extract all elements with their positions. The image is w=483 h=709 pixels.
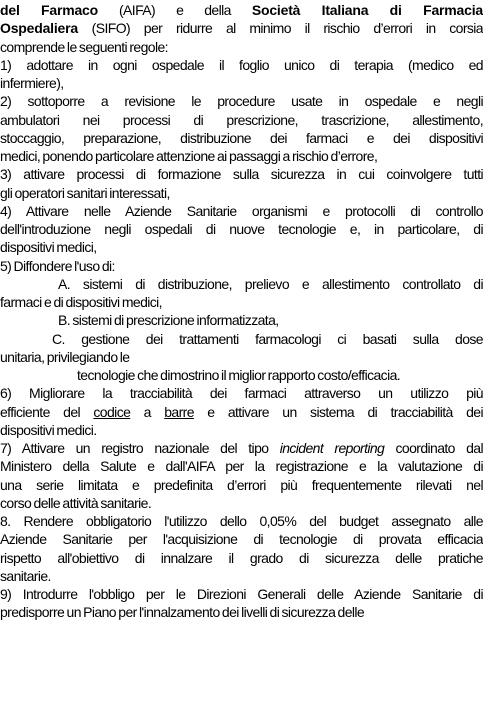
text-line <box>0 147 483 165</box>
text-run: gli operatori sanitari interessati, <box>0 184 170 201</box>
text-line <box>0 585 483 603</box>
text-run: dispositivi medici, <box>0 239 97 256</box>
text-run: A. sistemi di distribuzione, prelievo e allestimento controllato di <box>58 275 483 292</box>
text-run: 9) Introdurre l'obbligo per le Direzioni Generali delle Aziende Sanitarie di <box>0 586 483 602</box>
text-run: 3) attivare processi di formazione sulla sicurezza in cui coinvolgere tutti <box>0 166 483 183</box>
text-line <box>0 129 483 147</box>
text-line <box>0 220 483 238</box>
text-run: efficiente del <box>0 403 94 420</box>
text-run: medici, ponendo particolare attenzione ai passaggi a rischio d’errore, <box>0 148 378 164</box>
text-line <box>0 603 483 621</box>
text-line <box>0 439 483 457</box>
text-line <box>0 1 483 19</box>
text-run: 7) Attivare un registro nazionale del tipo <box>0 440 280 456</box>
text-line <box>0 293 483 311</box>
text-run: tecnologie che dimostrino il miglior rapporto costo/efficacia. <box>77 367 401 383</box>
text-line <box>0 457 483 475</box>
text-run: (SIFO) per ridurre al minimo il rischio d’errori in corsia <box>77 20 483 37</box>
text-line <box>0 111 483 129</box>
text-run: dispositivi medici. <box>0 421 97 438</box>
text-line <box>0 384 483 402</box>
text-line <box>0 348 483 366</box>
text-line <box>58 311 483 329</box>
text-run: 4) Attivare nelle Aziende Sanitarie organismi e protocolli di controllo <box>0 202 483 219</box>
text-run: unitaria, privilegiando le <box>0 348 130 365</box>
text-line <box>77 366 483 384</box>
text-run: farmaci e di dispositivi medici, <box>0 294 162 310</box>
text-line <box>0 530 483 548</box>
text-line <box>0 476 483 494</box>
text-run: comprende le seguenti regole: <box>0 38 168 55</box>
text-run: 2) sottoporre a revisione le procedure usate in ospedale e negli <box>0 93 483 110</box>
text-run: 5) Diffondere l'uso di: <box>0 257 115 274</box>
text-line <box>0 38 483 56</box>
text-run: 1) adottare in ogni ospedale il foglio unico di terapia (medico ed <box>0 56 483 73</box>
italic-text: incident reporting <box>279 440 385 456</box>
text-line <box>58 275 483 293</box>
text-run: C. gestione dei trattamenti farmacologi ci basati sulla dose <box>52 330 483 347</box>
text-run: una serie limitata e predefinita d’errori più frequentemente rilevati nel <box>0 476 483 493</box>
text-run: a <box>130 403 165 420</box>
text-run: Aziende Sanitarie per l'acquisizione di tecnologie di provata efficacia <box>0 531 483 548</box>
text-line <box>0 56 483 74</box>
text-line <box>0 512 483 530</box>
text-run: ambulatori nei processi di prescrizione, trascrizione, allestimento, <box>0 111 483 128</box>
text-run: sanitarie. <box>0 567 51 584</box>
text-line <box>0 403 483 421</box>
text-line <box>0 19 483 37</box>
text-line <box>0 165 483 183</box>
text-run: (AIFA) e della <box>98 2 252 18</box>
text-run: Ministero della Salute e dall'AIFA per la registrazione e la valutazione di <box>0 458 483 475</box>
text-line <box>0 549 483 567</box>
underlined-text: barre <box>164 403 194 420</box>
text-run: corso delle attività sanitarie. <box>0 494 152 511</box>
text-line <box>0 184 483 202</box>
text-run: infermiere), <box>0 75 64 91</box>
text-line <box>0 257 483 275</box>
text-line <box>0 494 483 512</box>
text-run: 8. Rendere obbligatorio l'utilizzo dello 0,05% del budget assegnato alle <box>0 513 483 529</box>
text-line <box>0 238 483 256</box>
bold-text: del Farmaco <box>0 2 98 18</box>
bold-text: Ospedaliera <box>0 20 78 37</box>
text-line <box>52 330 483 348</box>
text-run: B. sistemi di prescrizione informatizzata, <box>58 312 279 329</box>
text-run: predisporre un Piano per l'innalzamento dei livelli di sicurezza delle <box>0 604 365 621</box>
text-line <box>0 74 483 92</box>
text-line <box>0 421 483 439</box>
text-run: dell'introduzione negli ospedali di nuove tecnologie e, in particolare, di <box>0 221 483 237</box>
text-run: rispetto all'obiettivo di innalzare il grado di sicurezza delle pratiche <box>0 549 483 566</box>
text-line <box>0 567 483 585</box>
text-line <box>0 202 483 220</box>
text-line <box>0 92 483 110</box>
text-run: e attivare un sistema di tracciabilità dei <box>193 403 483 420</box>
text-run: coordinato dal <box>384 440 483 456</box>
text-run: stoccaggio, preparazione, distribuzione dei farmaci e dei dispositivi <box>0 129 483 146</box>
underlined-text: codice <box>93 403 131 420</box>
text-run: 6) Migliorare la tracciabilità dei farmaci attraverso un utilizzo più <box>0 385 483 402</box>
bold-text: Società Italiana di Farmacia <box>251 2 483 18</box>
